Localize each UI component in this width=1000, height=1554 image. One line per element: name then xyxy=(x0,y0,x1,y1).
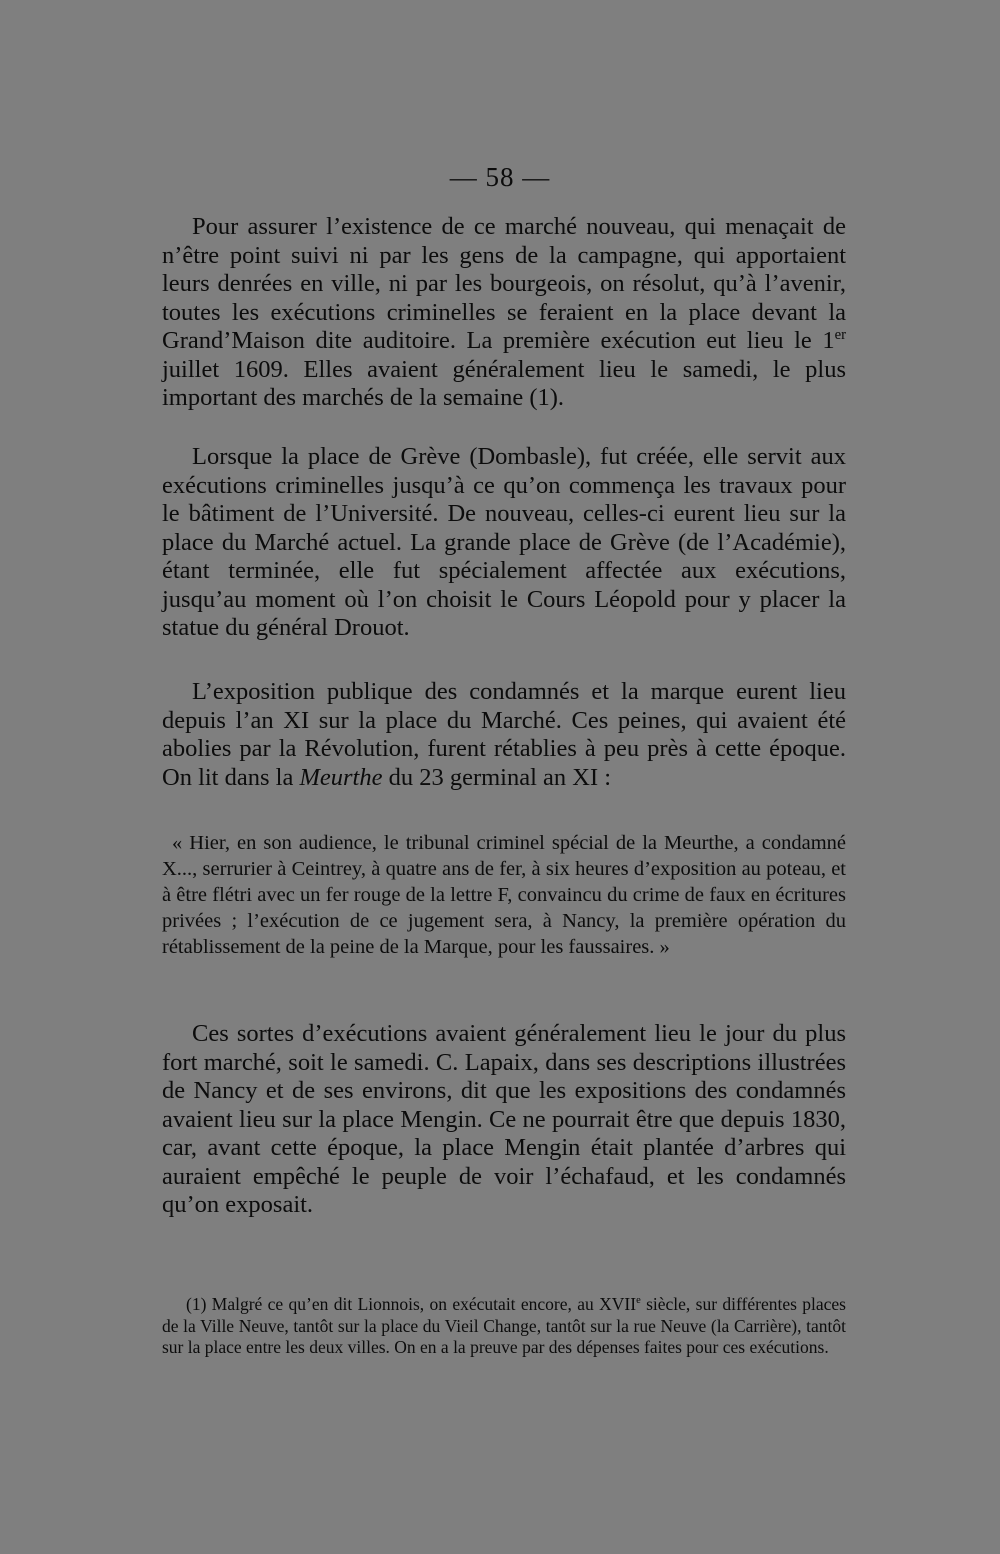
newspaper-title: Meurthe xyxy=(299,763,383,791)
paragraph-2 xyxy=(162,443,846,643)
quotation-text: « Hier, en son audience, le tribunal criminel spécial de la Meurthe, a condamné X..., serrurier à Ceintrey, à quatre ans de fer, à six heures d’exposition au poteau, et à être flétri avec un fer rouge de la lettre F, convaincu du crime de faux en écritures privées ; l’exécution de ce jugement sera, à Nancy, la première opération du rétablissement de la peine de la Marque, pour les faussaires. » xyxy=(162,832,846,958)
paragraph-3-text: L’exposition publique des condamnés et la marque eurent lieu depuis l’an XI sur la place du Marché. Ces peines, qui avaient été abolies par la Révolution, furent rétablies à peu près à cette époque. On lit dans la xyxy=(162,678,846,791)
paragraph-3-text-cont: du 23 germinal an XI : xyxy=(382,763,612,791)
superscript-er: er xyxy=(834,326,846,343)
footnote-text-cont: siècle, sur différentes places de la Ville Neuve, tantôt sur la place du Vieil Change, tantôt sur la rue Neuve (la Carrière), tantôt sur la place entre les deux villes. On en a la preuve par des dépenses faites pour ces exécutions. xyxy=(162,1294,846,1357)
paragraph-3 xyxy=(162,678,846,792)
footnote xyxy=(162,1294,846,1359)
footnote-text: (1) Malgré ce qu’en dit Lionnois, on exécutait encore, au XVII xyxy=(186,1294,637,1314)
paragraph-4 xyxy=(162,1020,846,1220)
paragraph-1-text: Pour assurer l’existence de ce marché nouveau, qui menaçait de n’être point suivi ni par les gens de la campagne, qui apportaient leurs denrées en ville, ni par les bourgeois, on résolut, qu’à l’avenir, toutes les exécutions criminelles se feraient en la place devant la Grand’Maison dite auditoire. La première exécution eut lieu le 1 xyxy=(162,213,846,354)
paragraph-2-text: Lorsque la place de Grève (Dombasle), fut créée, elle servit aux exécutions criminelles jusqu’à ce qu’on commença les travaux pour le bâtiment de l’Université. De nouveau, celles-ci eurent lieu sur la place du Marché actuel. La grande place de Grève (de l’Académie), étant terminée, elle fut spécialement affectée aux exécutions, jusqu’au moment où l’on choisit le Cours Léopold pour y placer la statue du général Drouot. xyxy=(162,443,846,641)
page-number: — 58 — xyxy=(449,162,551,192)
paragraph-1-text-cont: juillet 1609. Elles avaient généralement lieu le samedi, le plus important des marchés de la semaine (1). xyxy=(162,355,846,411)
paragraph-1 xyxy=(162,213,846,413)
quotation xyxy=(162,830,846,960)
superscript-e: e xyxy=(636,1295,641,1307)
paragraph-4-text: Ces sortes d’exécutions avaient généralement lieu le jour du plus fort marché, soit le samedi. C. Lapaix, dans ses descriptions illustrées de Nancy et de ses environs, dit que les expositions des condamnés avaient lieu sur la place Mengin. Ce ne pourrait être que depuis 1830, car, avant cette époque, la place Mengin était plantée d’arbres qui auraient empêché le peuple de voir l’échafaud, et les condamnés qu’on exposait. xyxy=(162,1020,846,1218)
